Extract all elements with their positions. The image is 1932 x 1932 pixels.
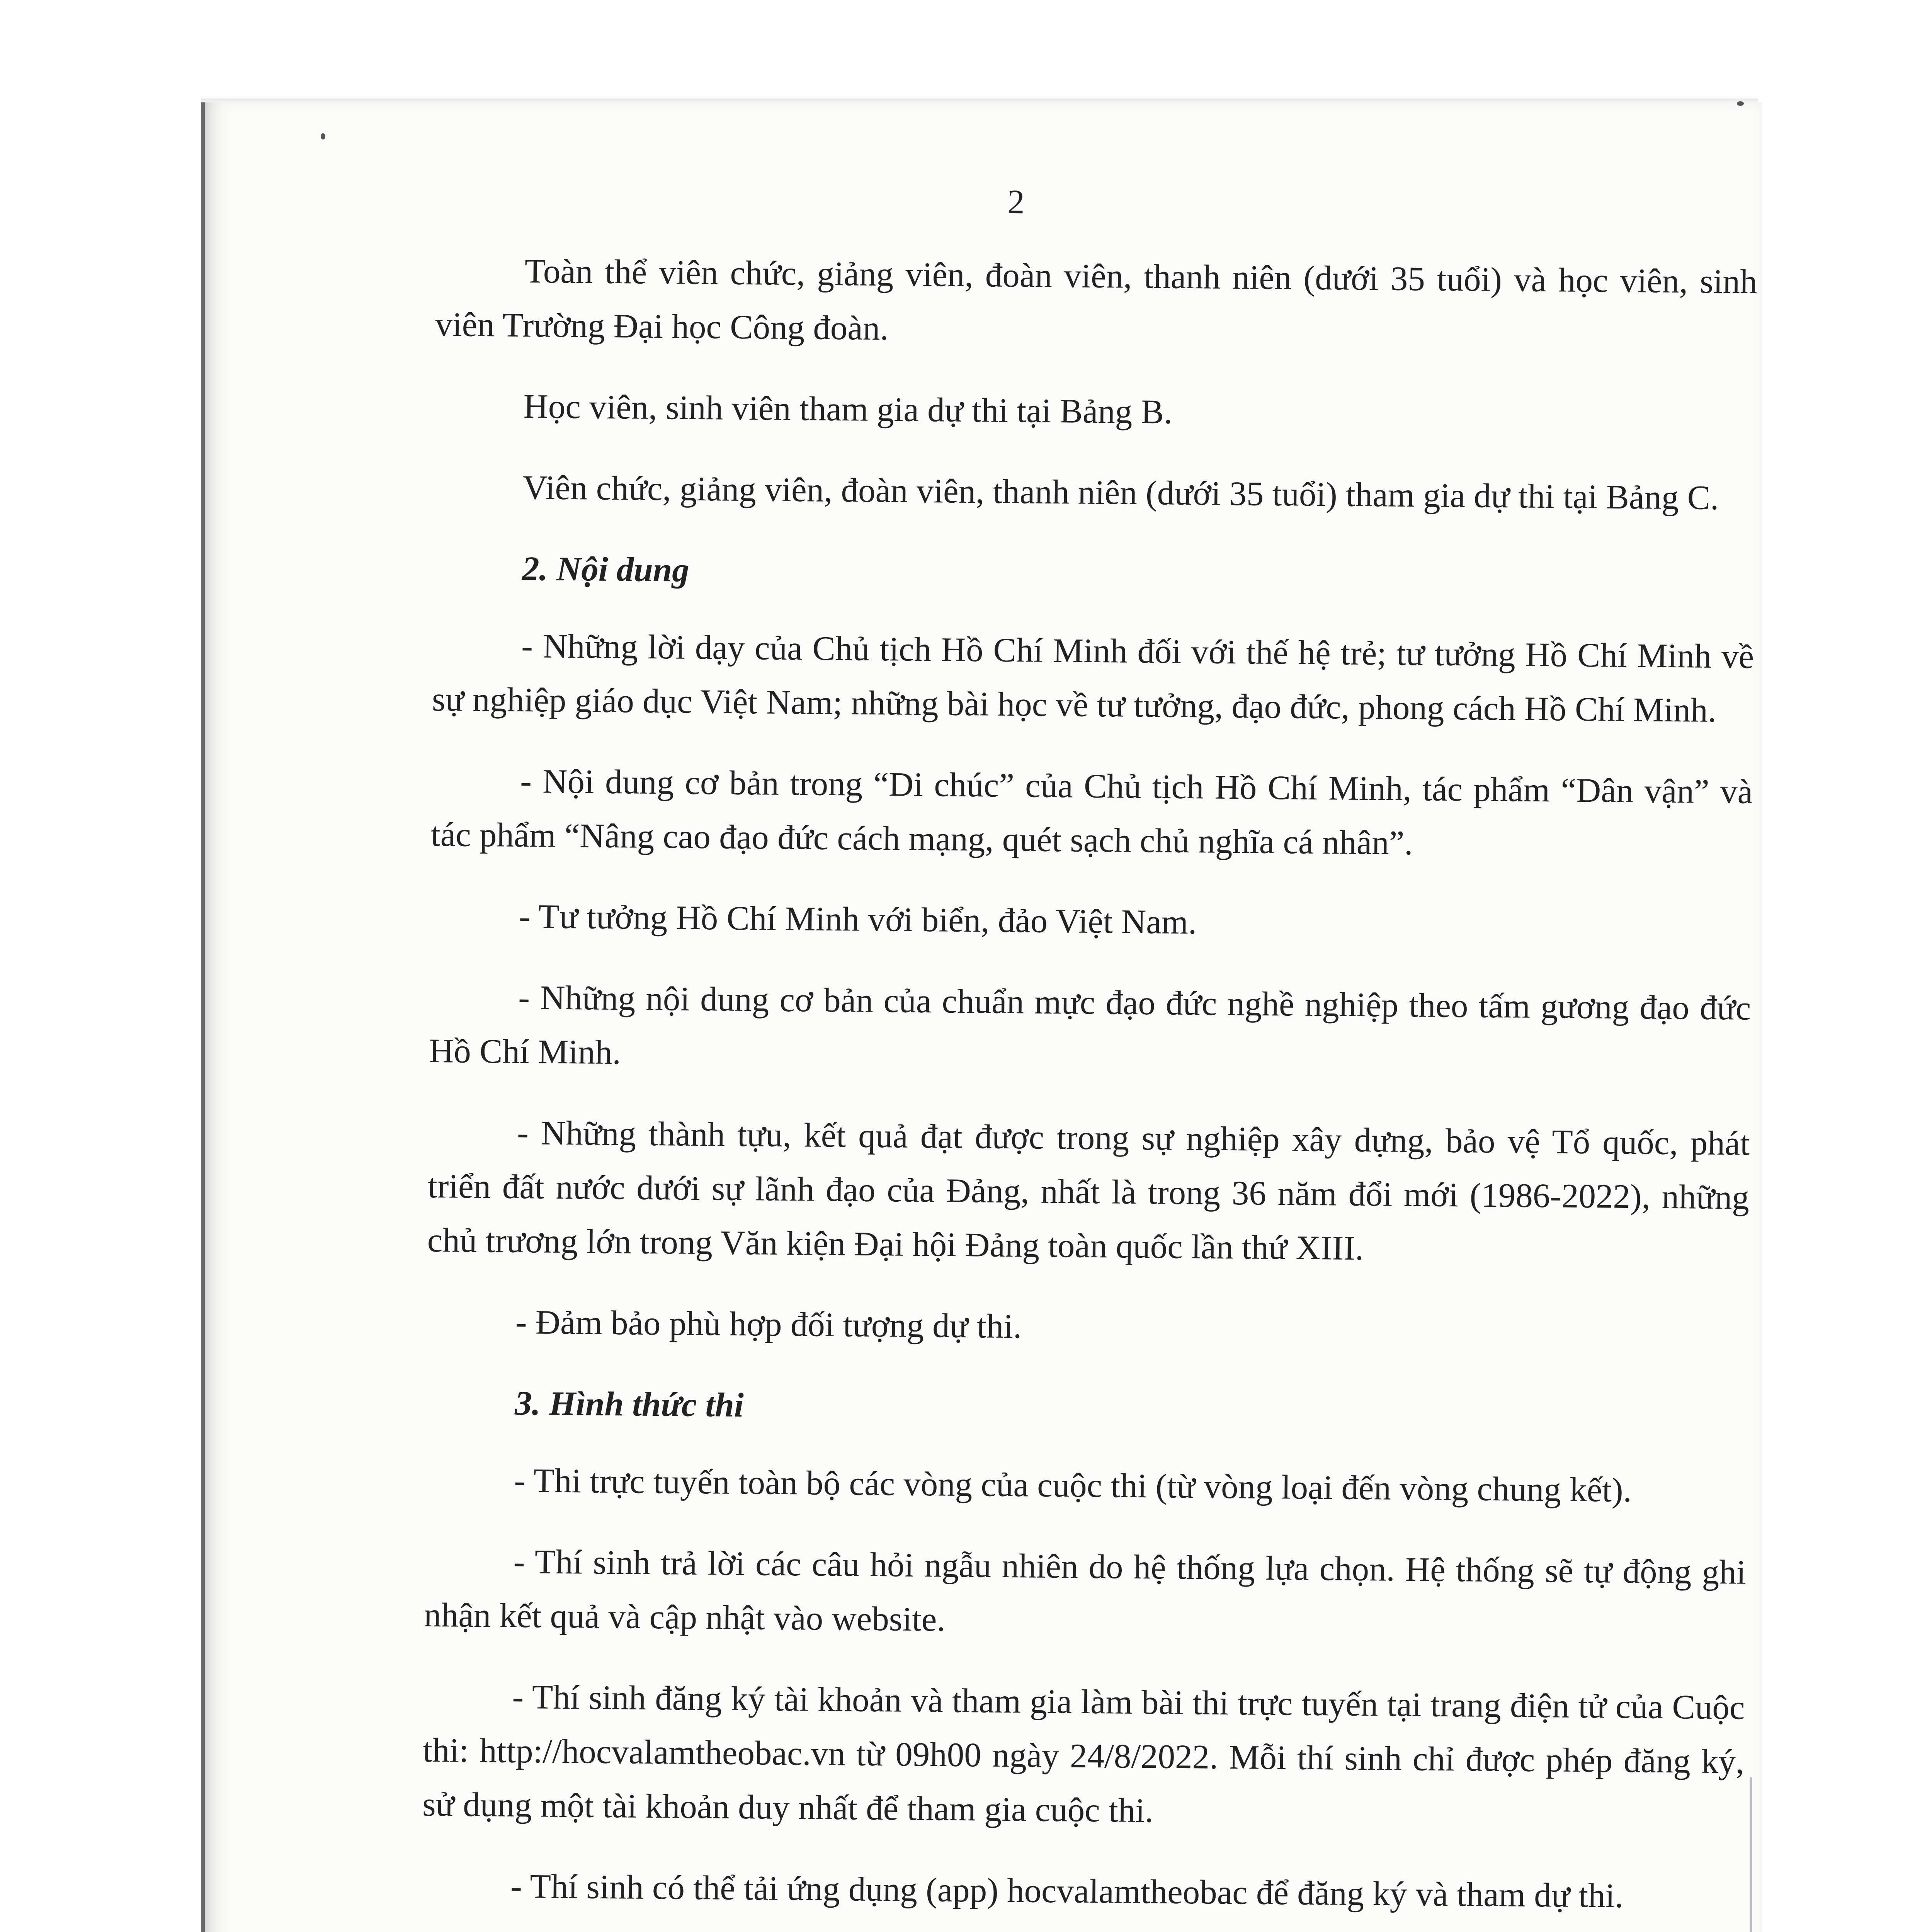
content-item: - Những thành tựu, kết quả đạt được trong sự nghiệp xây dựng, bảo vệ Tổ quốc, phát triển đất nước dưới sự lãnh đạo của Đảng, nhất là trong 36 năm đổi mới (1986-2022), những chủ trương lớn trong Văn kiện Đại hội Đảng toàn quốc lần thứ XIII. (427, 1114, 1750, 1268)
document-body (418, 170, 1758, 1932)
content-item: - Những lời dạy của Chủ tịch Hồ Chí Minh đối với thế hệ trẻ; tư tưởng Hồ Chí Minh về sự nghiệp giáo dục Việt Nam; những bài học về tư tưởng, đạo đức, phong cách Hồ Chí Minh. (432, 627, 1754, 730)
format-item: - Thí sinh có thể tải ứng dụng (app) hocvalamtheobac để đăng ký và tham dự thi. (510, 1867, 1624, 1915)
format-item: - Thí sinh đăng ký tài khoản và tham gia làm bài thi trực tuyến tại trang điện tử của Cuộc thi: http://hocvalamtheobac.vn từ 09h00 ngày 24/8/2022. Mỗi thí sinh chỉ được phép đăng ký, sử dụng một tài khoản duy nhất để tham gia cuộc thi. (422, 1678, 1745, 1830)
content-item: - Những nội dung cơ bản của chuẩn mực đạo đức nghề nghiệp theo tấm gương đạo đức Hồ Chí Minh. (429, 978, 1751, 1072)
page-number: 2 (1007, 183, 1025, 221)
intro-paragraph-1: Toàn thể viên chức, giảng viên, đoàn viên, thanh niên (dưới 35 tuổi) và học viên, sinh viên Trường Đại học Công đoàn. (435, 252, 1758, 348)
intro-paragraph-3: Viên chức, giảng viên, đoàn viên, thanh niên (dưới 35 tuổi) tham gia dự thi tại Bảng C. (522, 468, 1719, 517)
section-2-heading: 2. Nội dung (522, 549, 690, 589)
format-item: - Thi trực tuyến toàn bộ các vòng của cuộc thi (từ vòng loại đến vòng chung kết). (514, 1461, 1632, 1510)
scan-speck (1737, 101, 1744, 106)
section-3-heading: 3. Hình thức thi (514, 1384, 744, 1425)
intro-paragraph-2: Học viên, sinh viên tham gia dự thi tại Bảng B. (523, 387, 1173, 431)
scan-speck (321, 133, 325, 139)
content-item: - Nội dung cơ bản trong “Di chúc” của Chủ tịch Hồ Chí Minh, tác phẩm “Dân vận” và tác phẩm “Nâng cao đạo đức cách mạng, quét sạch chủ nghĩa cá nhân”. (430, 762, 1753, 862)
content-item: - Tư tưởng Hồ Chí Minh với biển, đảo Việt Nam. (519, 897, 1197, 942)
format-item: - Thí sinh trả lời các câu hỏi ngẫu nhiên do hệ thống lựa chọn. Hệ thống sẽ tự động ghi nhận kết quả và cập nhật vào website. (423, 1543, 1746, 1639)
paper-right-edge (1750, 1777, 1752, 1932)
content-item: - Đảm bảo phù hợp đối tượng dự thi. (515, 1303, 1022, 1346)
